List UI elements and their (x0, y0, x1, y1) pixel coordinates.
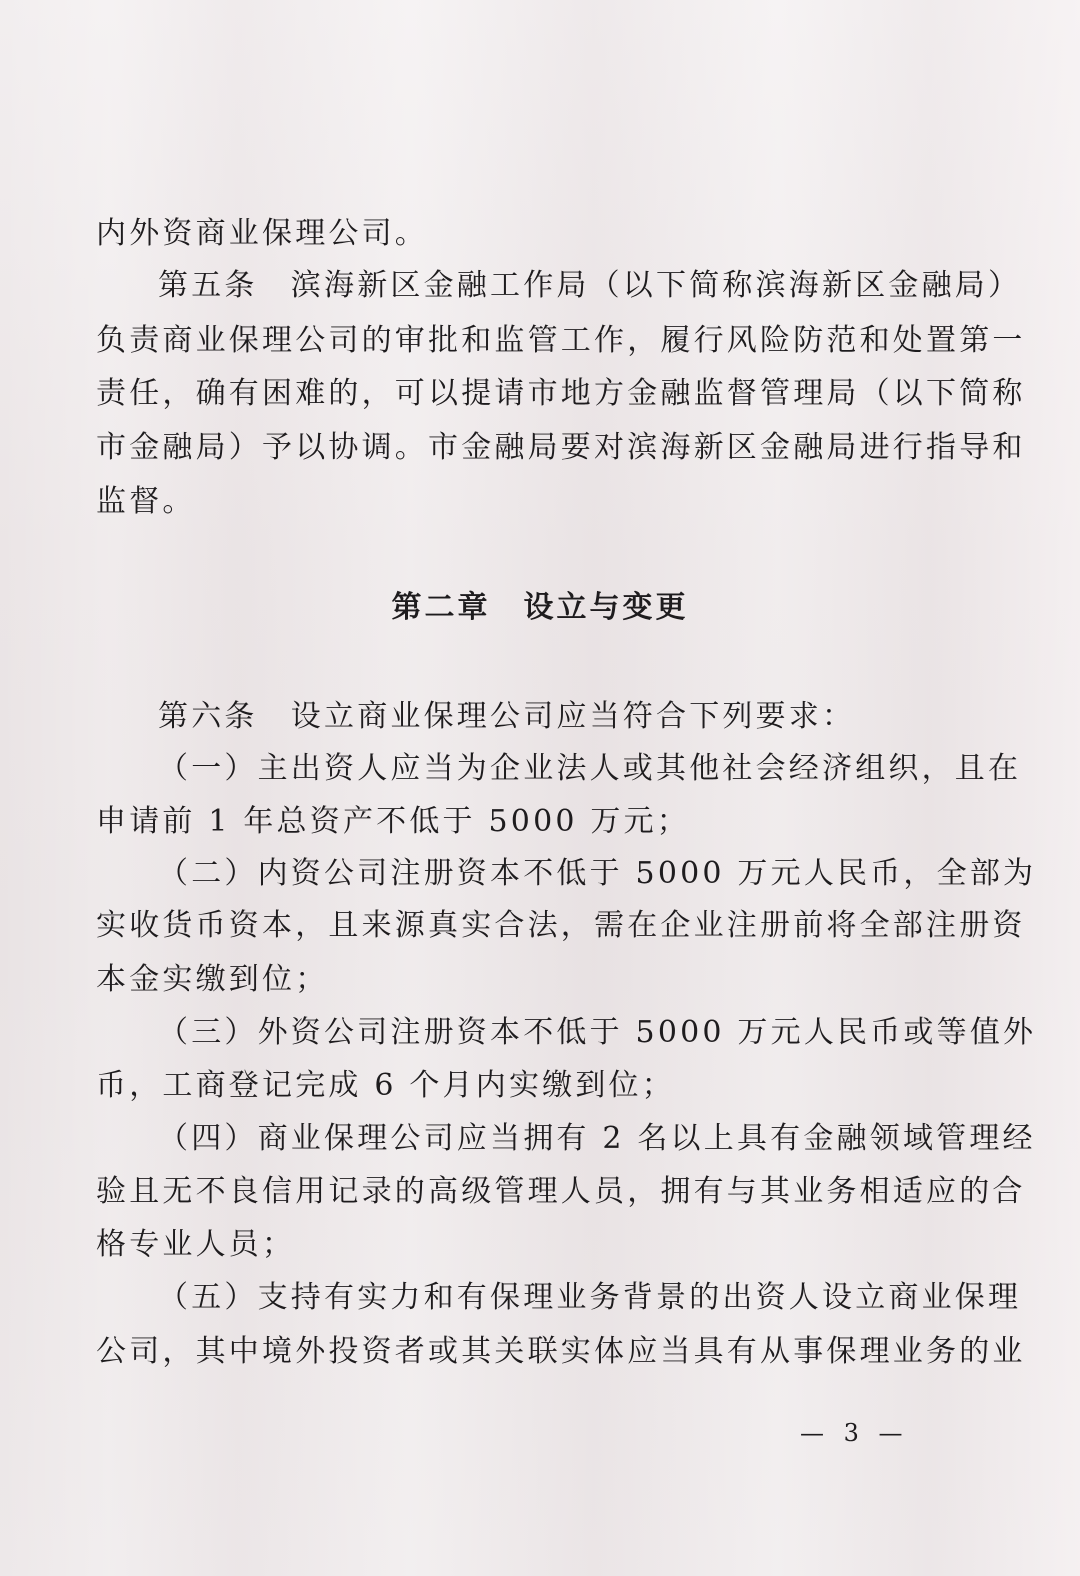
article-6-item-line: （四）商业保理公司应当拥有 2 名以上具有金融领域管理经 (158, 1121, 1036, 1156)
article-5-line: 责任，确有困难的，可以提请市地方金融监督管理局（以下简称 (96, 376, 1026, 411)
page-number: — 3 — (800, 1419, 909, 1447)
text-line: 内外资商业保理公司。 (96, 216, 428, 251)
article-6-item-line: （二）内资公司注册资本不低于 5000 万元人民币，全部为 (158, 856, 1037, 891)
article-5-line: 负责商业保理公司的审批和监管工作，履行风险防范和处置第一 (96, 323, 1026, 358)
article-5-line: 第五条 滨海新区金融工作局（以下简称滨海新区金融局） (158, 268, 1022, 303)
article-6-item-line: 申请前 1 年总资产不低于 5000 万元； (96, 804, 690, 839)
article-6-item-line: 币，工商登记完成 6 个月内实缴到位； (96, 1068, 675, 1103)
article-5-line: 市金融局）予以协调。市金融局要对滨海新区金融局进行指导和 (96, 430, 1026, 465)
article-6-item-line: （一）主出资人应当为企业法人或其他社会经济组织，且在 (158, 751, 1022, 786)
article-6-item-line: （三）外资公司注册资本不低于 5000 万元人民币或等值外 (158, 1015, 1037, 1050)
article-5-line: 监督。 (96, 484, 196, 519)
article-6-item-line: 格专业人员； (96, 1227, 296, 1262)
article-6-item-line: （五）支持有实力和有保理业务背景的出资人设立商业保理 (158, 1280, 1022, 1315)
article-6-item-line: 本金实缴到位； (96, 962, 329, 997)
article-6-item-line: 公司，其中境外投资者或其关联实体应当具有从事保理业务的业 (96, 1334, 1026, 1369)
article-6-item-line: 实收货币资本，且来源真实合法，需在企业注册前将全部注册资 (96, 908, 1026, 943)
chapter-heading: 第二章 设立与变更 (391, 590, 689, 625)
article-6-intro: 第六条 设立商业保理公司应当符合下列要求： (158, 699, 856, 734)
article-6-item-line: 验且无不良信用记录的高级管理人员，拥有与其业务相适应的合 (96, 1174, 1026, 1209)
